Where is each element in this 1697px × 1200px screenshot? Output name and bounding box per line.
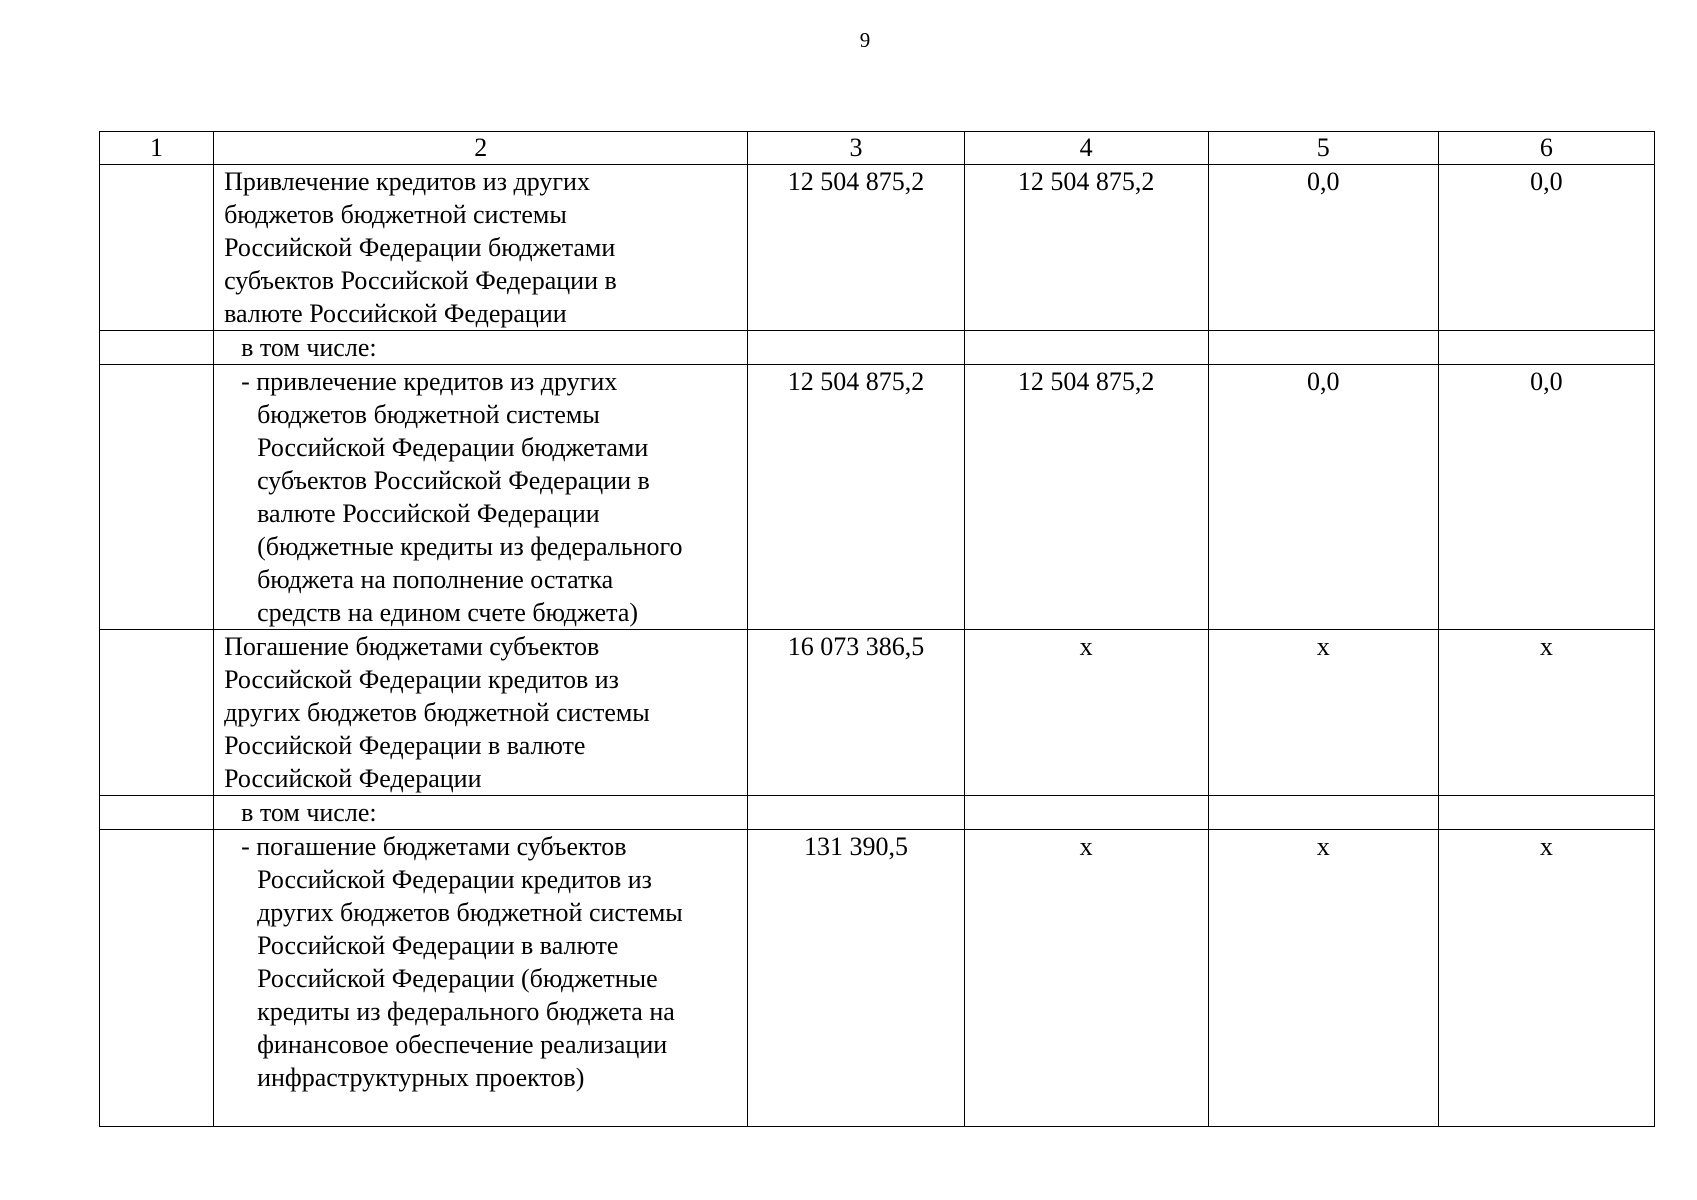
value-cell-col3: 12 504 875,2 bbox=[748, 365, 964, 630]
value-cell-col5 bbox=[1208, 796, 1438, 830]
value-cell-col5: 0,0 bbox=[1208, 165, 1438, 331]
row-description-cell bbox=[214, 830, 748, 1127]
value-cell-col3 bbox=[748, 796, 964, 830]
value-cell-col5 bbox=[1208, 331, 1438, 365]
description-line: других бюджетов бюджетной системы bbox=[257, 898, 683, 927]
description-line: Российской Федерации в валюте bbox=[257, 931, 619, 960]
value-cell-col5: х bbox=[1208, 830, 1438, 1127]
description-line: Российской Федерации бюджетами bbox=[257, 433, 649, 462]
description-line: бюджетов бюджетной системы bbox=[257, 400, 600, 429]
description-line: Российской Федерации (бюджетные bbox=[257, 964, 658, 993]
value-cell-col3: 16 073 386,5 bbox=[748, 630, 964, 796]
column-header: 2 bbox=[214, 132, 748, 165]
value-cell-col4: 12 504 875,2 bbox=[964, 365, 1208, 630]
description-line: Российской Федерации кредитов из bbox=[257, 865, 652, 894]
value-cell-col4: х bbox=[964, 630, 1208, 796]
value-cell-col4: х bbox=[964, 830, 1208, 1127]
row-code-cell bbox=[100, 830, 214, 1127]
value-cell-col6 bbox=[1438, 796, 1654, 830]
value-cell-col4: 12 504 875,2 bbox=[964, 165, 1208, 331]
value-cell-col6: х bbox=[1438, 830, 1654, 1127]
column-header: 6 bbox=[1438, 132, 1654, 165]
value-cell-col5: 0,0 bbox=[1208, 365, 1438, 630]
description-line: бюджета на пополнение остатка bbox=[257, 565, 614, 594]
value-cell-col6: 0,0 bbox=[1438, 365, 1654, 630]
subtotal-label: в том числе: bbox=[214, 796, 748, 830]
value-cell-col3 bbox=[748, 331, 964, 365]
row-code-cell bbox=[100, 165, 214, 331]
description-line: - погашение бюджетами субъектов bbox=[241, 832, 627, 861]
row-code-cell bbox=[100, 630, 214, 796]
description-line: других бюджетов бюджетной системы bbox=[224, 698, 650, 727]
description-line: Погашение бюджетами субъектов bbox=[224, 632, 600, 661]
table-row bbox=[100, 331, 1655, 365]
table-row bbox=[100, 165, 1655, 331]
row-code-cell bbox=[100, 796, 214, 830]
value-cell-col3: 131 390,5 bbox=[748, 830, 964, 1127]
value-cell-col5: х bbox=[1208, 630, 1438, 796]
value-cell-col6 bbox=[1438, 331, 1654, 365]
table-row bbox=[100, 830, 1655, 1127]
row-description-cell bbox=[214, 165, 748, 331]
description-line: - привлечение кредитов из других bbox=[241, 367, 618, 396]
description-line: Российской Федерации кредитов из bbox=[224, 665, 619, 694]
table-row bbox=[100, 796, 1655, 830]
column-header: 3 bbox=[748, 132, 964, 165]
row-code-cell bbox=[100, 331, 214, 365]
description-line: кредиты из федерального бюджета на bbox=[257, 997, 675, 1026]
table-row bbox=[100, 365, 1655, 630]
column-header: 1 bbox=[100, 132, 214, 165]
description-line: Российской Федерации бюджетами bbox=[224, 233, 616, 262]
table-header-row bbox=[100, 132, 1655, 165]
description-line: Российской Федерации в валюте bbox=[224, 731, 586, 760]
description-line: инфраструктурных проектов) bbox=[257, 1063, 585, 1092]
description-line: валюте Российской Федерации bbox=[257, 499, 600, 528]
description-line: субъектов Российской Федерации в bbox=[224, 266, 617, 295]
page-number: 9 bbox=[859, 28, 871, 52]
description-line: средств на едином счете бюджета) bbox=[257, 598, 639, 627]
value-cell-col3: 12 504 875,2 bbox=[748, 165, 964, 331]
budget-sources-table bbox=[99, 131, 1655, 1127]
row-description-cell bbox=[214, 630, 748, 796]
description-line: валюте Российской Федерации bbox=[224, 299, 567, 328]
subtotal-label: в том числе: bbox=[214, 331, 748, 365]
value-cell-col4 bbox=[964, 331, 1208, 365]
table-row bbox=[100, 630, 1655, 796]
row-code-cell bbox=[100, 365, 214, 630]
column-header: 4 bbox=[964, 132, 1208, 165]
description-line: Российской Федерации bbox=[224, 764, 482, 793]
column-header: 5 bbox=[1208, 132, 1438, 165]
description-line: субъектов Российской Федерации в bbox=[257, 466, 650, 495]
value-cell-col6: 0,0 bbox=[1438, 165, 1654, 331]
description-line: финансовое обеспечение реализации bbox=[257, 1030, 668, 1059]
value-cell-col4 bbox=[964, 796, 1208, 830]
row-description-cell bbox=[214, 365, 748, 630]
description-line: бюджетов бюджетной системы bbox=[224, 200, 567, 229]
description-line: (бюджетные кредиты из федерального bbox=[257, 532, 683, 561]
value-cell-col6: х bbox=[1438, 630, 1654, 796]
description-line: Привлечение кредитов из других bbox=[224, 167, 590, 196]
